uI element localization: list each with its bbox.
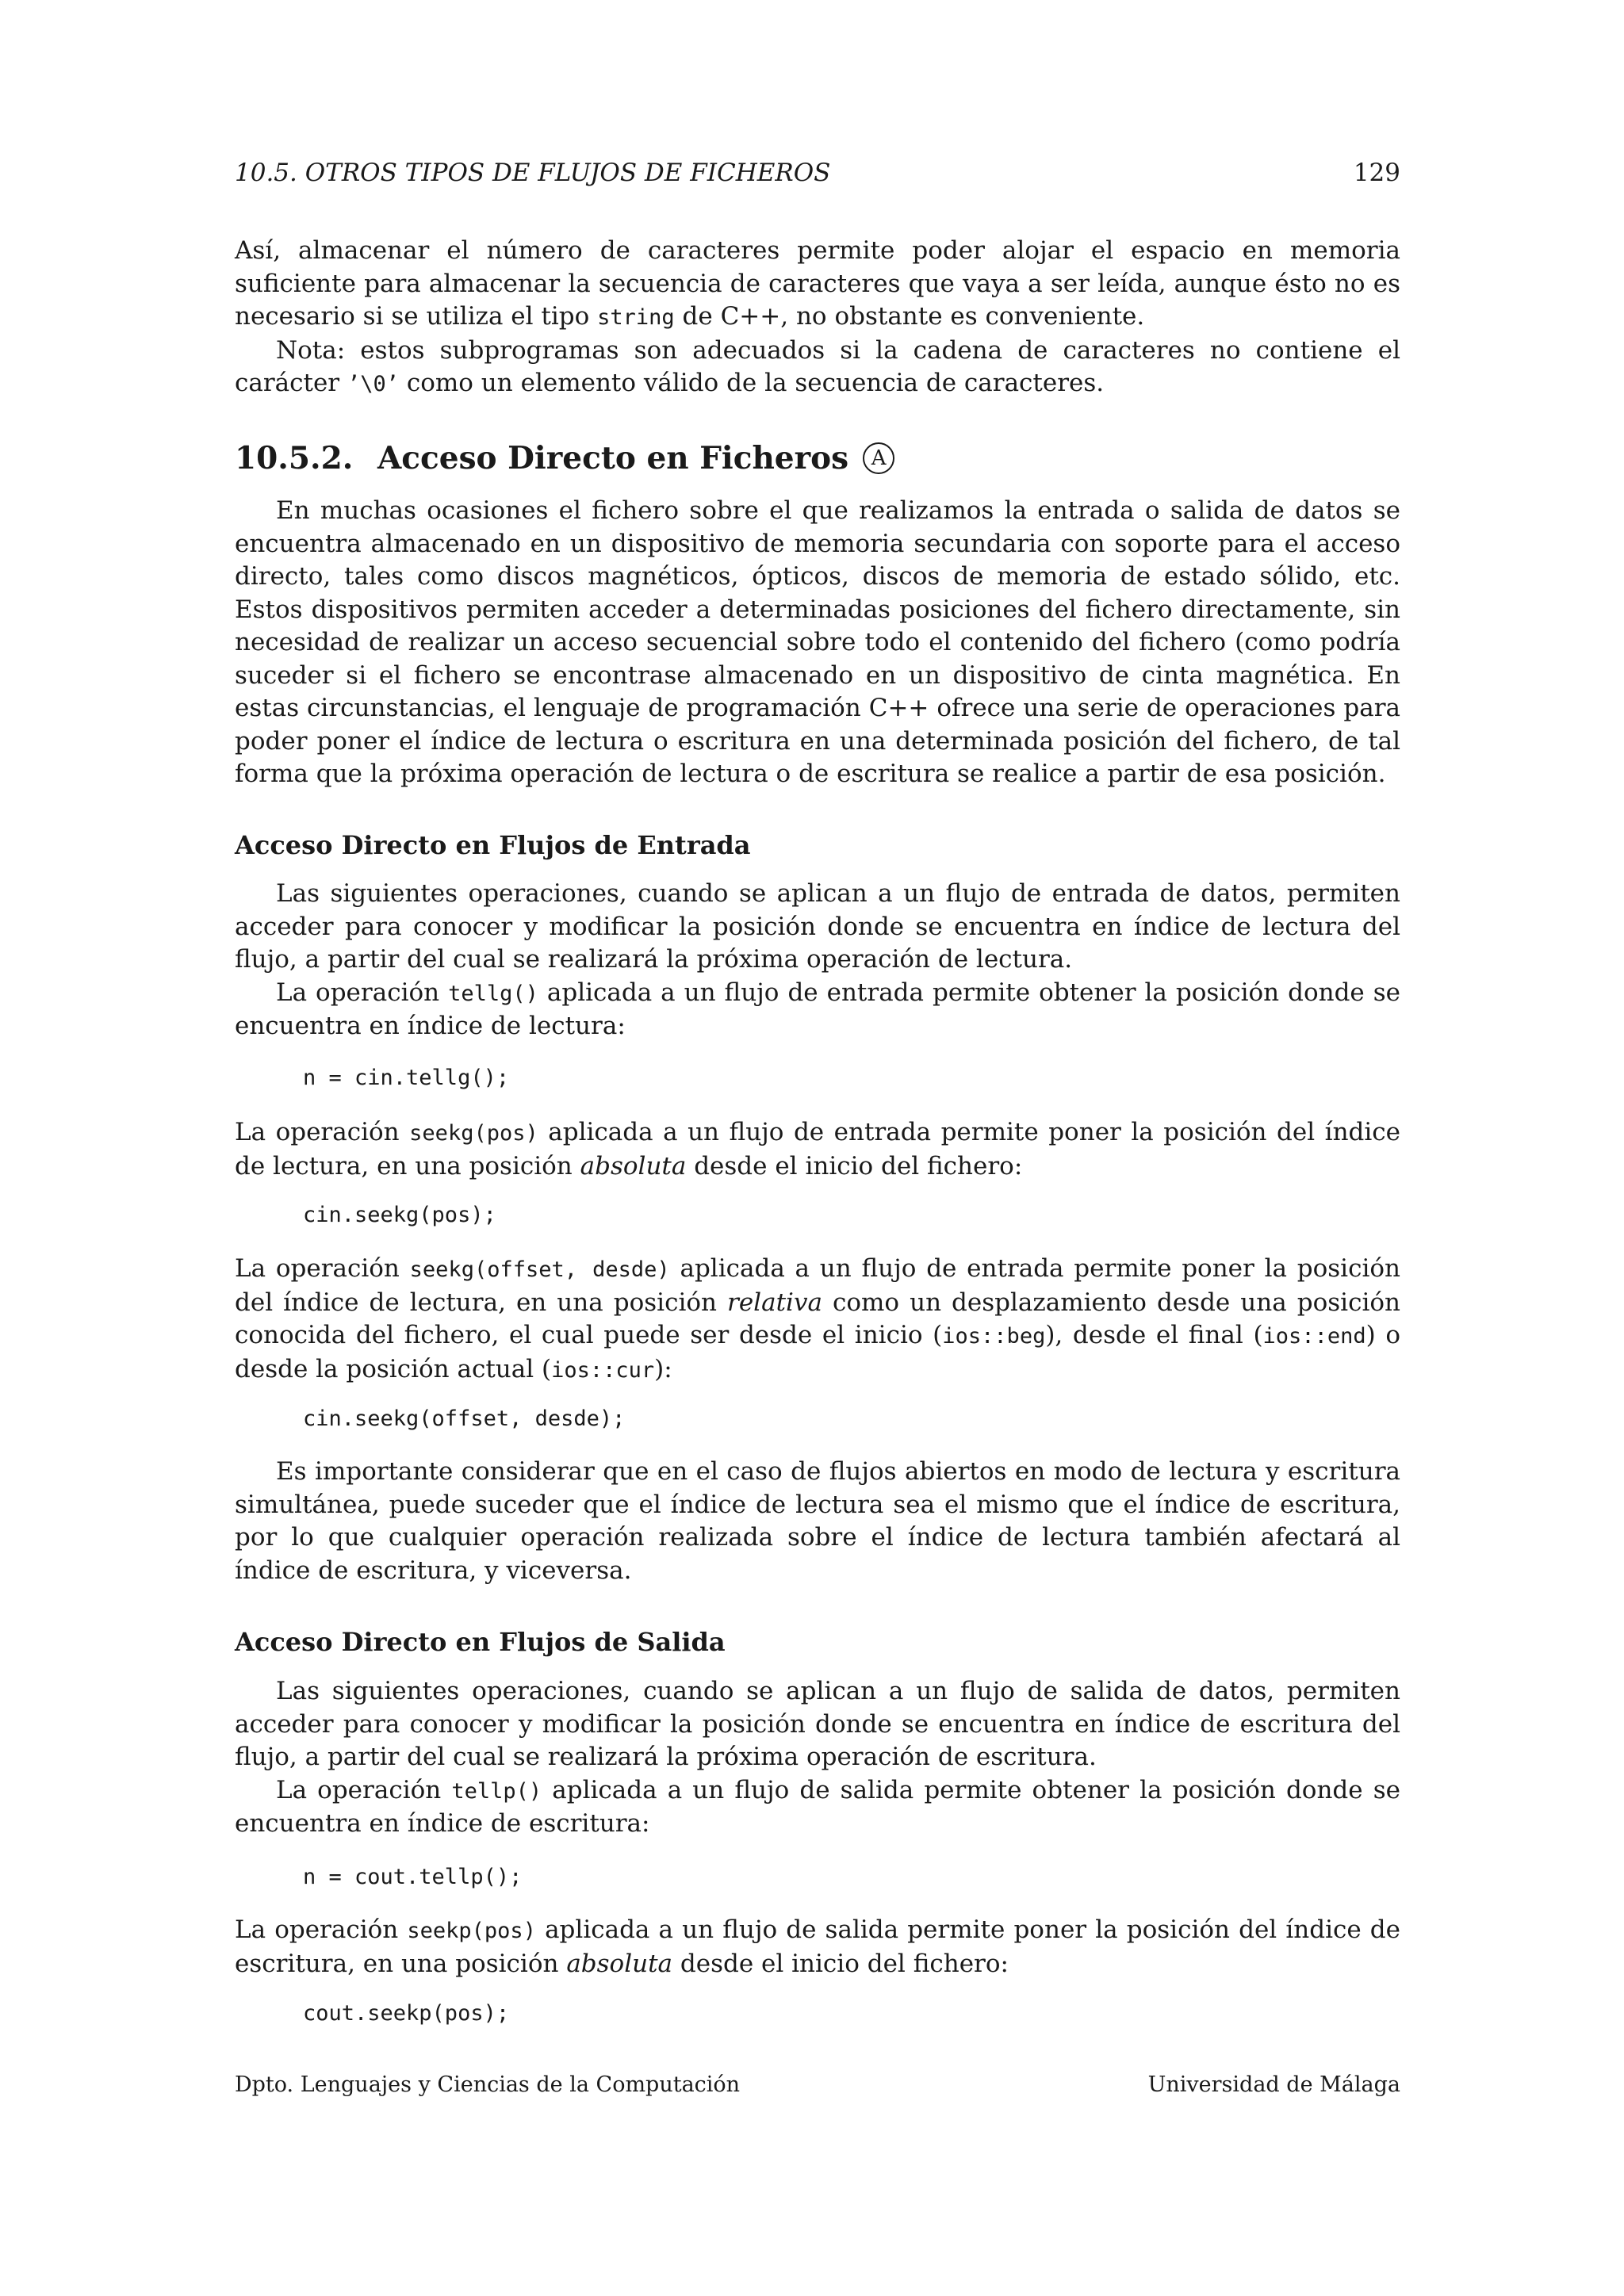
section-body	[235, 495, 1400, 791]
inline-code: tellg()	[448, 981, 538, 1006]
entrada-code-2-block	[235, 1201, 1400, 1230]
inline-code: seekp(pos)	[407, 1919, 536, 1943]
entrada-paragraph-1: Las siguientes operaciones, cuando se aplican a un flujo de entrada de datos, permiten acceder para conocer y modificar la posición donde se encuentra en índice de lectura del flujo, a partir del cual se realizará la próxima operación de lectura.	[235, 879, 1400, 974]
footer-left: Dpto. Lenguajes y Ciencias de la Computación	[235, 2072, 741, 2097]
subsection-heading-entrada: Acceso Directo en Flujos de Entrada	[235, 830, 751, 860]
inline-code: ios::end	[1262, 1324, 1366, 1349]
subsection-heading-salida: Acceso Directo en Flujos de Salida	[235, 1627, 726, 1657]
section-heading	[235, 438, 1400, 478]
entrada-p5-block	[235, 1456, 1400, 1587]
salida-heading-block	[235, 1625, 1400, 1659]
entrada-heading-block	[235, 828, 1400, 862]
code-block: cin.seekg(pos);	[303, 1203, 496, 1227]
inline-code: seekg(pos)	[409, 1121, 538, 1146]
code-block: n = cout.tellp();	[303, 1865, 523, 1889]
code-block: n = cin.tellg();	[303, 1066, 510, 1090]
section-heading-block	[235, 438, 1400, 478]
entrada-p4-block	[235, 1253, 1400, 1387]
inline-code: string	[597, 305, 675, 330]
entrada-paragraph-4: La operación seekg(offset, desde) aplicada a un flujo de entrada permite poner la posición del índice de lectura, en una posición relativa como un desplazamiento desde una posición conocida del fichero, el cual puede ser desde el inicio (ios::beg), desde el final (ios::end) o desde la posición actual (ios::cur):	[235, 1254, 1400, 1383]
code-block: cout.seekp(pos);	[303, 2001, 510, 2026]
page-number: 129	[1353, 159, 1400, 187]
salida-code-1-block	[235, 1863, 1400, 1892]
salida-code-2-block	[235, 1999, 1400, 2028]
entrada-body	[235, 878, 1400, 1043]
entrada-paragraph-5: Es importante considerar que en el caso de flujos abiertos en modo de lectura y escritura simultánea, puede suceder que el índice de lectura sea el mismo que el índice de escritura, por lo que cualquier operación realizada sobre el índice de lectura también afectará al índice de escritura, y viceversa.	[235, 1457, 1400, 1585]
footer-right: Universidad de Málaga	[1147, 2072, 1400, 2097]
salida-p3-block	[235, 1914, 1400, 1980]
intro-paragraph-1: Así, almacenar el número de caracteres permite poder alojar el espacio en memoria suficiente para almacenar la secuencia de caracteres que vaya a ser leída, aunque ésto no es necesario si se utiliza el tipo string de C++, no obstante es conveniente.	[235, 236, 1400, 331]
entrada-paragraph-2: La operación tellg() aplicada a un flujo de entrada permite obtener la posición donde se encuentra en índice de lectura:	[235, 978, 1400, 1040]
section-title: Acceso Directo en Ficheros	[377, 440, 849, 476]
page-footer	[235, 2071, 1400, 2099]
entrada-paragraph-3: La operación seekg(pos) aplicada a un flujo de entrada permite poner la posición del índice de lectura, en una posición absoluta desde el inicio del fichero:	[235, 1118, 1400, 1181]
running-header	[235, 157, 1400, 189]
salida-body	[235, 1675, 1400, 1841]
section-number: 10.5.2.	[235, 440, 354, 476]
advanced-badge-icon: A	[863, 442, 894, 474]
entrada-code-3-block	[235, 1405, 1400, 1433]
entrada-code-1-block	[235, 1064, 1400, 1093]
salida-paragraph-2: La operación tellp() aplicada a un flujo de salida permite obtener la posición donde se encuentra en índice de escritura:	[235, 1775, 1400, 1838]
code-block: cin.seekg(offset, desde);	[303, 1406, 626, 1431]
salida-paragraph-3: La operación seekp(pos) aplicada a un flujo de salida permite poner la posición del índice de escritura, en una posición absoluta desde el inicio del fichero:	[235, 1915, 1401, 1978]
intro-block	[235, 235, 1400, 401]
inline-code: ’\0’	[347, 372, 400, 396]
entrada-p3-block	[235, 1116, 1400, 1183]
inline-code: tellp()	[451, 1778, 542, 1804]
section-paragraph-1: En muchas ocasiones el fichero sobre el que realizamos la entrada o salida de datos se encuentra almacenado en un dispositivo de memoria secundaria con soporte para el acceso directo, tales como discos magnéticos, ópticos, discos de memoria de estado sólido, etc. Estos dispositivos permiten acceder a determinadas posiciones del fichero directamente, sin necesidad de realizar un acceso secuencial sobre todo el contenido del fichero (como podría suceder si el fichero se encontrase almacenado en un dispositivo de cinta magnética. En estas circunstancias, el lenguaje de programación C++ ofrece una serie de operaciones para poder poner el índice de lectura o escritura en una determinada posición del fichero, de tal forma que la próxima operación de lectura o de escritura se realice a partir de esa posición.	[235, 496, 1400, 788]
inline-code: ios::cur	[551, 1357, 655, 1383]
inline-code: seekg(offset, desde)	[409, 1257, 670, 1282]
salida-paragraph-1: Las siguientes operaciones, cuando se aplican a un flujo de salida de datos, permiten acceder para conocer y modificar la posición donde se encuentra en índice de escritura del flujo, a partir del cual se realizará la próxima operación de escritura.	[235, 1677, 1400, 1771]
running-header-title: 10.5. OTROS TIPOS DE FLUJOS DE FICHEROS	[235, 159, 831, 187]
intro-paragraph-2: Nota: estos subprogramas son adecuados si la cadena de caracteres no contiene el carácter ’\0’ como un elemento válido de la secuencia de caracteres.	[235, 335, 1400, 397]
inline-code: ios::beg	[942, 1324, 1046, 1349]
